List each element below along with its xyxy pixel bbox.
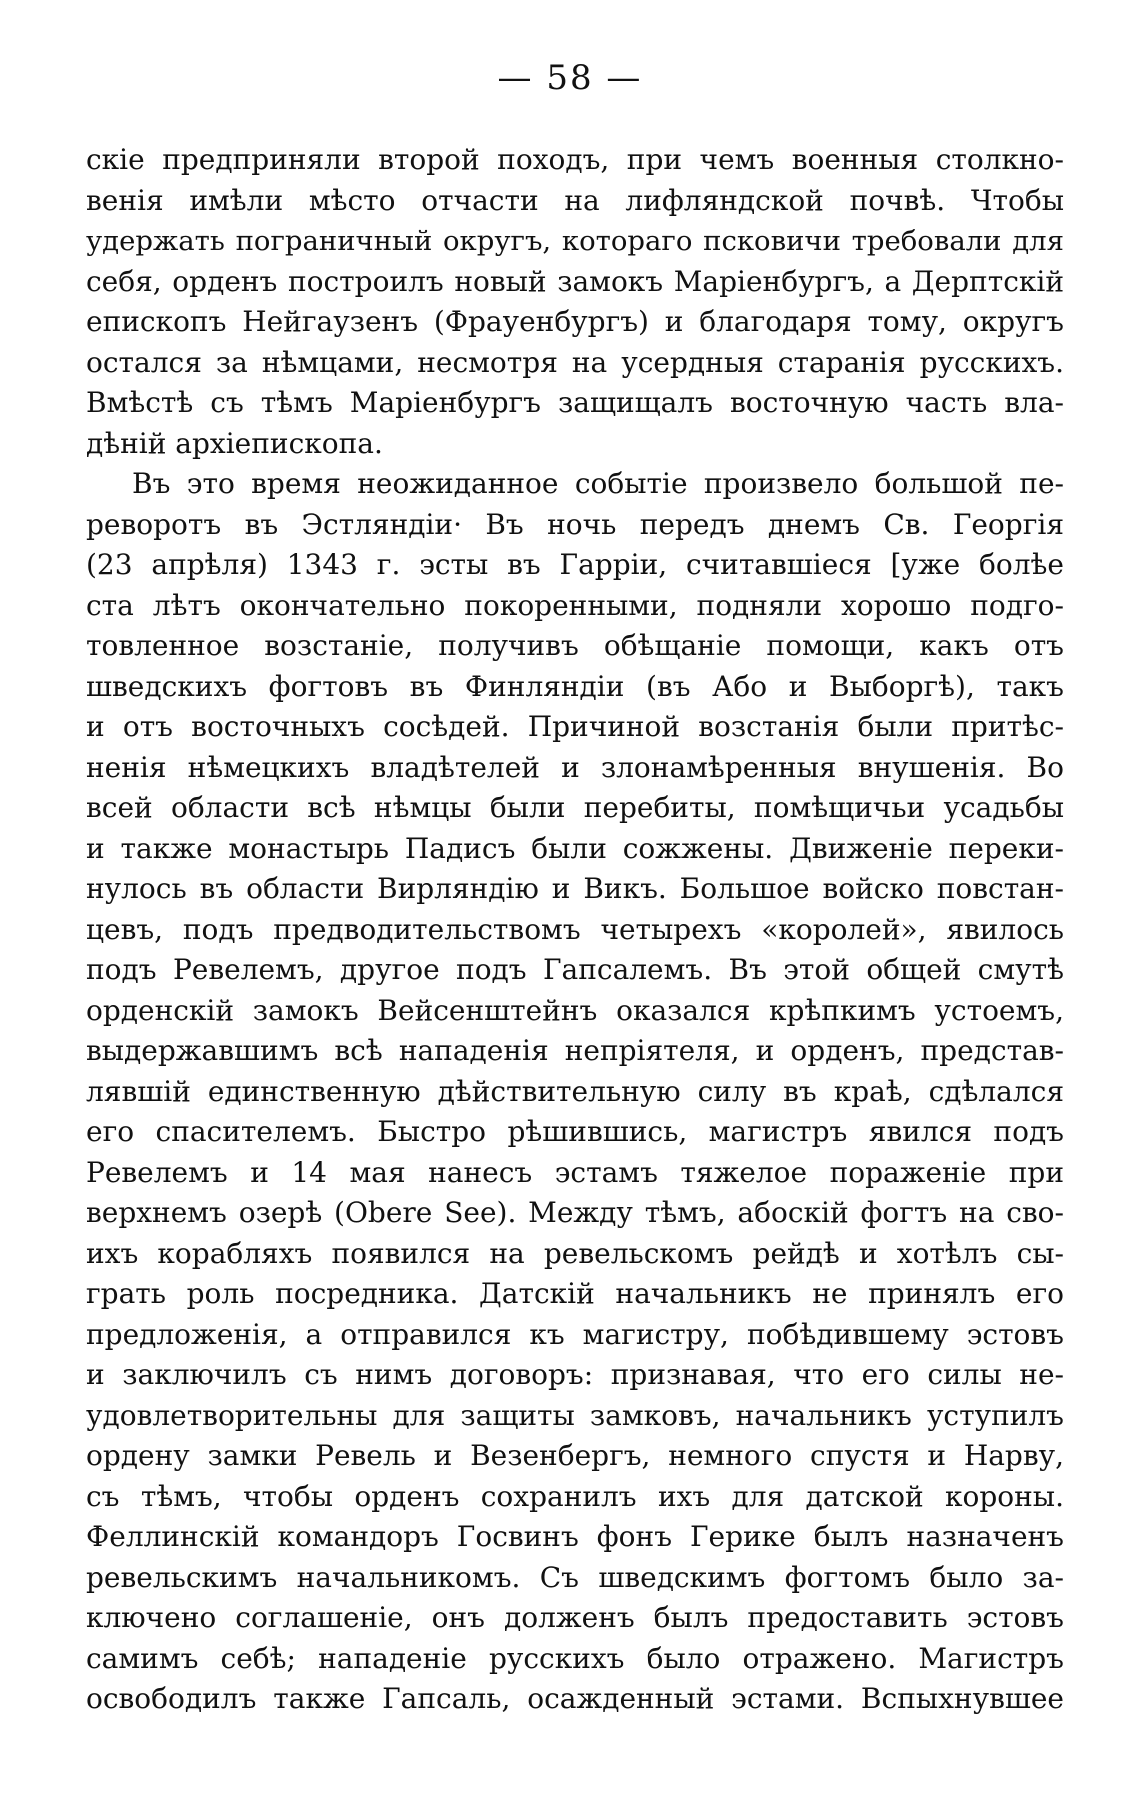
text-line: Въ это время неожиданное событіе произвело большой пе-	[132, 467, 1064, 500]
text-line: выдержавшимъ всѣ нападенія непріятеля, и орденъ, представ-	[86, 1034, 1064, 1067]
text-line: подъ Ревелемъ, другое подъ Гапсалемъ. Въ этой общей смутѣ	[86, 953, 1064, 986]
page-number: — 58 —	[497, 58, 643, 98]
body-text	[86, 140, 1064, 1720]
text-line: шведскихъ фогтовъ въ Финляндіи (въ Або и Выборгѣ), такъ	[86, 669, 1064, 703]
text-line: реворотъ въ Эстляндіи· Въ ночь передъ днемъ Св. Георгія	[86, 507, 1064, 541]
text-line: (23 апрѣля) 1343 г. эсты въ Гарріи, считавшіеся [уже болѣе	[86, 548, 1064, 581]
text-line: освободилъ также Гапсаль, осажденный эстами. Вспыхнувшее	[86, 1682, 1064, 1715]
text-line: верхнемъ озерѣ (Obere See). Между тѣмъ, абоскій фогтъ на сво-	[86, 1196, 1064, 1229]
text-line: скіе предприняли второй походъ, при чемъ военныя столкно-	[86, 143, 1064, 176]
text-line: цевъ, подъ предводительствомъ четырехъ «королей», явилось	[86, 912, 1064, 946]
text-line: и заключилъ съ нимъ договоръ: признавая, что его силы не-	[86, 1358, 1064, 1391]
text-line: товленное возстаніе, получивъ обѣщаніе помощи, какъ отъ	[86, 629, 1064, 662]
text-line: и также монастырь Падисъ были сожжены. Движеніе переки-	[86, 831, 1064, 865]
text-line: венія имѣли мѣсто отчасти на лифляндской почвѣ. Чтобы	[86, 183, 1064, 217]
text-line: удовлетворительны для защиты замковъ, начальникъ уступилъ	[86, 1398, 1064, 1432]
text-line: орденскій замокъ Вейсенштейнъ оказался крѣпкимъ устоемъ,	[86, 993, 1064, 1027]
text-line: остался за нѣмцами, несмотря на усердныя старанія русскихъ.	[86, 345, 1064, 379]
text-line: всей области всѣ нѣмцы были перебиты, помѣщичьи усадьбы	[86, 791, 1064, 824]
text-line: съ тѣмъ, чтобы орденъ сохранилъ ихъ для датской короны.	[86, 1479, 1064, 1513]
text-line: епископъ Нейгаузенъ (Фрауенбургъ) и благодаря тому, округъ	[86, 305, 1064, 338]
text-line: ихъ корабляхъ появился на ревельскомъ рейдѣ и хотѣлъ сы-	[86, 1236, 1064, 1270]
text-line: ревельскимъ начальникомъ. Съ шведскимъ фогтомъ было за-	[86, 1560, 1064, 1594]
text-line: дѣній архіепископа.	[86, 426, 383, 460]
text-line: Вмѣстѣ съ тѣмъ Маріенбургъ защищалъ восточную часть вла-	[86, 386, 1064, 419]
text-line: нулось въ области Вирляндію и Викъ. Большое войско повстан-	[86, 872, 1064, 905]
text-line: самимъ себѣ; нападеніе русскихъ было отражено. Магистръ	[86, 1641, 1064, 1675]
text-line: Феллинскій командоръ Госвинъ фонъ Герике былъ назначенъ	[86, 1520, 1064, 1553]
text-line: лявшій единственную дѣйствительную силу въ краѣ, сдѣлался	[86, 1074, 1064, 1108]
text-line: ключено соглашеніе, онъ долженъ былъ предоставить эстовъ	[86, 1601, 1064, 1634]
text-line: удержать пограничный округъ, котораго псковичи требовали для	[86, 225, 1064, 257]
text-line: ненія нѣмецкихъ владѣтелей и злонамѣренныя внушенія. Во	[86, 750, 1064, 784]
text-line: Ревелемъ и 14 мая нанесъ эстамъ тяжелое пораженіе при	[86, 1155, 1064, 1189]
text-line: его спасителемъ. Быстро рѣшившись, магистръ явился подъ	[86, 1115, 1064, 1148]
text-line: и отъ восточныхъ сосѣдей. Причиной возстанія были притѣс-	[86, 710, 1064, 743]
text-line: себя, орденъ построилъ новый замокъ Маріенбургъ, а Дерптскій	[86, 264, 1064, 298]
text-line: грать роль посредника. Датскій начальникъ не принялъ его	[86, 1277, 1064, 1310]
text-line: ста лѣтъ окончательно покоренными, подняли хорошо подго-	[86, 588, 1064, 622]
text-line: ордену замки Ревель и Везенбергъ, немного спустя и Нарву,	[86, 1439, 1064, 1472]
text-line: предложенія, а отправился къ магистру, побѣдившему эстовъ	[86, 1317, 1064, 1351]
